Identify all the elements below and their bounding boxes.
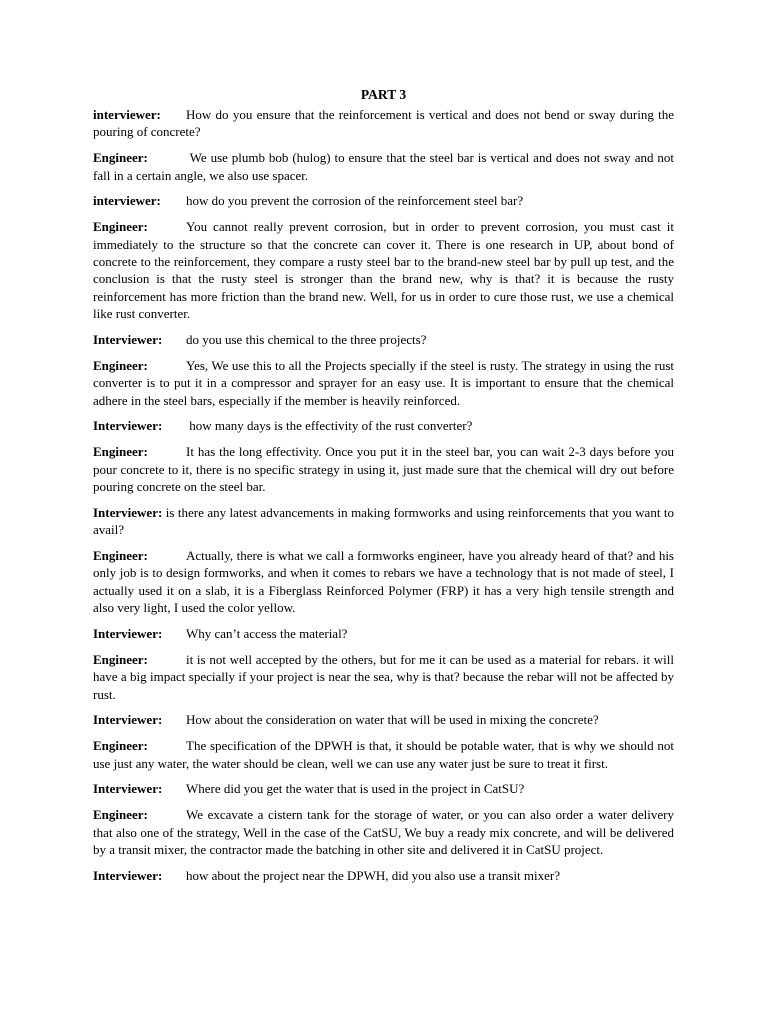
transcript-entry [93,331,674,348]
speaker-label: Interviewer: [93,418,163,434]
transcript-entry [93,780,674,797]
entry-text: We excavate a cistern tank for the storage of water, or you can also order a water delivery that also one of the strategy, Well in the case of the CatSU, We buy a ready mix concrete, and will be delivered by a transit mixer, the contractor made the batching in other site and delivered it in CatSU project. [93,807,674,858]
speaker-label: interviewer: [93,193,161,209]
speaker-label: Engineer: [93,219,148,235]
entry-text: How about the consideration on water that will be used in mixing the concrete? [186,712,599,728]
entry-text: How do you ensure that the reinforcement is vertical and does not bend or sway during the pouring of concrete? [93,107,674,140]
speaker-label: Engineer: [93,150,148,166]
entry-text: It has the long effectivity. Once you put it in the steel bar, you can wait 2-3 days before you pour concrete to it, there is no specific strategy in using it, just made sure that the chemical will dry out before pouring concrete on the steel bar. [93,444,674,495]
entry-text: it is not well accepted by the others, but for me it can be used as a material for rebars. it will have a big impact specially if your project is near the sea, why is that? because the rebar will not be affected by rust. [93,651,674,702]
transcript-entry [93,651,674,703]
speaker-label: Interviewer: [93,781,163,797]
speaker-label: Interviewer: [93,504,163,520]
speaker-label: Engineer: [93,651,148,667]
transcript-entry [93,737,674,772]
transcript-entry [93,625,674,642]
speaker-label: Engineer: [93,548,148,564]
transcript-entry [93,417,674,434]
entry-text: You cannot really prevent corrosion, but in order to prevent corrosion, you must cast it immediately to the structure so that the concrete can cover it. There is one research in UP, about bond of concrete to the reinforcement, they compare a rusty steel bar to the brand-new steel bar by pull up test, and the conclusion is that the rusty steel is stronger than the brand new, why is that? it is because the rusty reinforcement has more friction than the brand new. Well, for us in order to cure those rust, we use a chemical like rust converter. [93,219,674,322]
entry-text: Why can’t access the material? [186,626,348,642]
document-page [93,86,674,893]
transcript-entry [93,106,674,141]
speaker-label: Engineer: [93,444,148,460]
entry-text: do you use this chemical to the three projects? [186,332,427,348]
entry-text: how about the project near the DPWH, did you also use a transit mixer? [186,867,561,883]
entry-text: Actually, there is what we call a formworks engineer, have you already heard of that? and his only job is to design formworks, and when it comes to rebars we have a technology that is not made of steel, I actually used it on a slab, it is a Fiberglass Reinforced Polymer (FRP) it has a very high tensile strength and also very light, I used the color yellow. [93,548,674,616]
entry-text: We use plumb bob (hulog) to ensure that the steel bar is vertical and does not sway and not fall in a certain angle, we also use spacer. [93,150,674,183]
speaker-label: Interviewer: [93,332,163,348]
entry-text: how many days is the effectivity of the rust converter? [186,418,473,434]
entry-text: how do you prevent the corrosion of the reinforcement steel bar? [186,193,524,209]
transcript-entry [93,218,674,322]
speaker-label: interviewer: [93,107,161,122]
transcript [93,106,674,884]
speaker-label: Interviewer: [93,867,163,883]
speaker-label: Interviewer: [93,712,163,728]
speaker-label: Engineer: [93,357,148,373]
speaker-label: Interviewer: [93,626,163,642]
transcript-entry [93,504,674,539]
transcript-entry [93,711,674,728]
entry-text: Where did you get the water that is used in the project in CatSU? [186,781,525,797]
speaker-label: Engineer: [93,738,148,754]
entry-text: is there any latest advancements in making formworks and using reinforcements that you want to avail? [93,504,674,538]
entry-text: The specification of the DPWH is that, it should be potable water, that is why we should not use just any water, the water should be clean, well we can use any water just be sure to treat it first. [93,738,674,771]
transcript-entry [93,547,674,617]
speaker-label: Engineer: [93,807,148,823]
transcript-entry [93,357,674,409]
transcript-entry [93,443,674,495]
transcript-entry [93,806,674,858]
transcript-entry [93,192,674,209]
page-title: PART 3 [360,87,407,102]
entry-text: Yes, We use this to all the Projects specially if the steel is rusty. The strategy in using the rust converter is to put it in a compressor and sprayer for an easy use. It is important to ensure that the chemical adhere in the steel bars, especially if the member is heavily reinforced. [93,357,674,408]
transcript-entry [93,867,674,884]
transcript-entry [93,149,674,184]
